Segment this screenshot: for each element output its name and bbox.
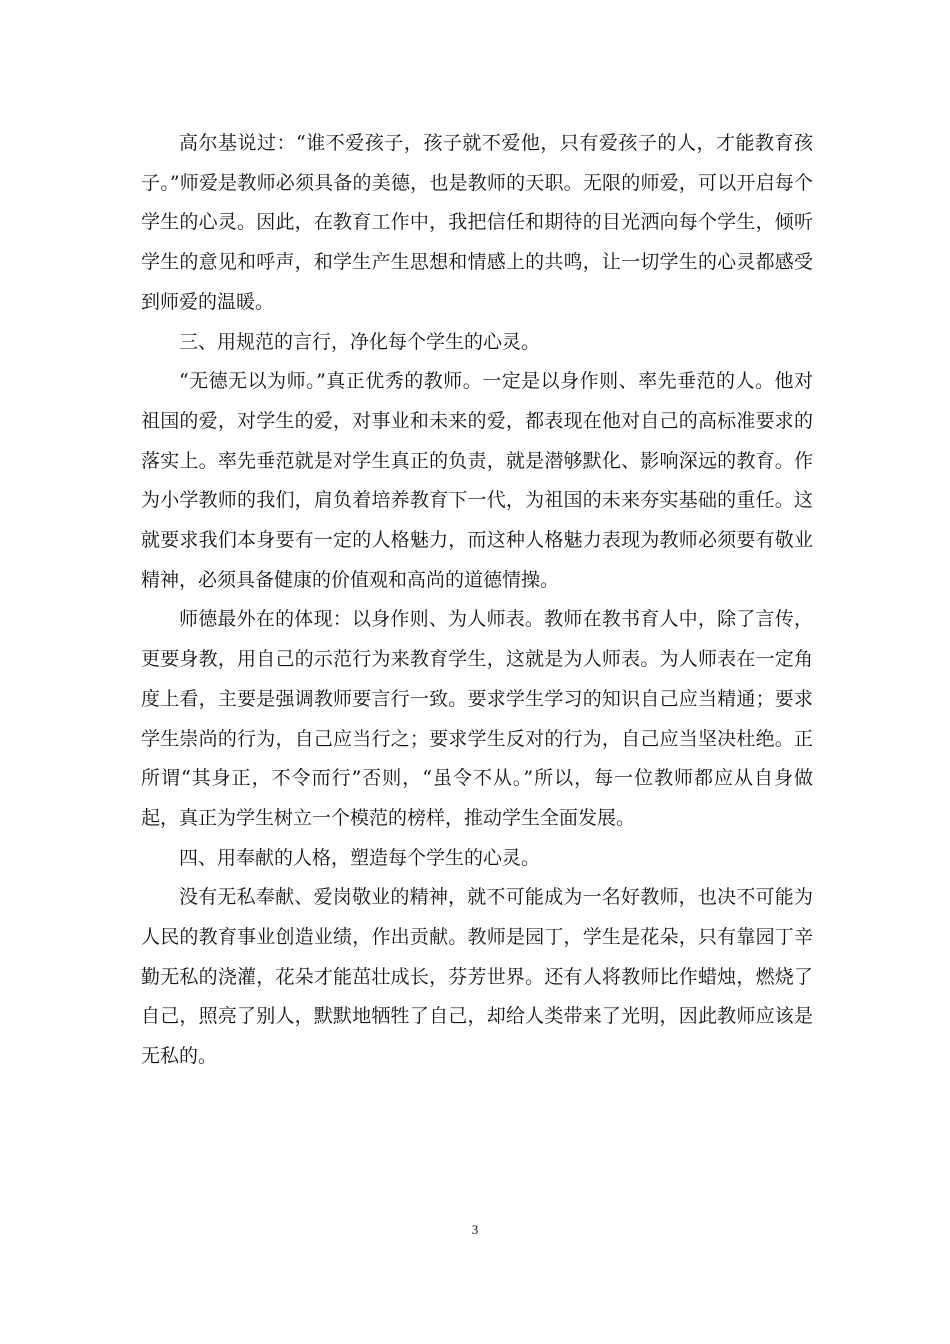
section-heading-4: 四、用奉献的人格，塑造每个学生的心灵。: [179, 846, 541, 869]
paragraph-dedication: 没有无私奉献、爱岗敬业的精神，就不可能成为一名好教师，也决不可能为人民的教育事业创造业绩，作出贡献。教师是园丁，学生是花朵，只有靠园丁辛勤无私的浇灌，花朵才能茁壮成长，芬芳世界。还有人将教师比作蜡烛，燃烧了自己，照亮了别人，默默地牺牲了自己，却给人类带来了光明，因此教师应该是无私的。: [141, 886, 813, 1068]
section-heading-3: 三、用规范的言行，净化每个学生的心灵。: [179, 330, 541, 353]
paragraph-teacher-love: 高尔基说过：“谁不爱孩子，孩子就不爱他，只有爱孩子的人，才能教育孩子。”师爱是教师必须具备的美德，也是教师的天职。无限的师爱，可以开启每个学生的心灵。因此，在教育工作中，我把信任和期待的目光洒向每个学生，倾听学生的意见和呼声，和学生产生思想和情感上的共鸣，让一切学生的心灵都感受到师爱的温暖。: [141, 132, 813, 313]
body-text: [141, 124, 813, 1077]
page-number: 3: [471, 1222, 479, 1237]
paragraph-role-model: “无德无以为师。”真正优秀的教师。一定是以身作则、率先垂范的人。他对祖国的爱，对学生的爱，对事业和未来的爱，都表现在他对自己的高标准要求的落实上。率先垂范就是对学生真正的负责，就是潜够默化、影响深远的教育。作为小学教师的我们，肩负着培养教育下一代，为祖国的未来夯实基础的重任。这就要求我们本身要有一定的人格魅力，而这种人格魅力表现为教师必须要有敬业精神，必须具备健康的价值观和高尚的道德情操。: [141, 370, 813, 591]
paragraph-teacher-ethics: 师德最外在的体现：以身作则、为人师表。教师在教书育人中，除了言传，更要身教，用自己的示范行为来教育学生，这就是为人师表。为人师表在一定角度上看，主要是强调教师要言行一致。要求学生学习的知识自己应当精通；要求学生崇尚的行为，自己应当行之；要求学生反对的行为，自己应当坚决杜绝。正所谓“其身正，不令而行”否则，“虽令不从。”所以，每一位教师都应从自身做起，真正为学生树立一个模范的榜样，推动学生全面发展。: [141, 608, 813, 829]
